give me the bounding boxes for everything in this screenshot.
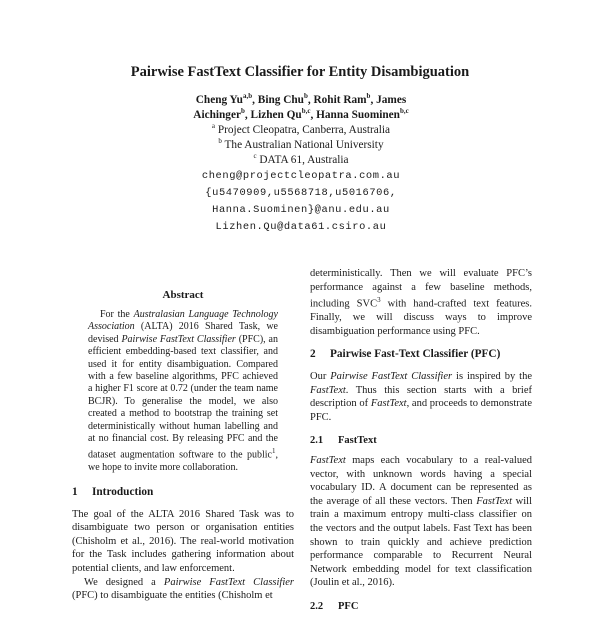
affiliation: $^a$ Project Cleopatra, Canberra, Australia <box>211 122 391 136</box>
author-sup: b <box>240 107 245 116</box>
author-name: Lizhen Qu <box>250 109 302 121</box>
author-name: Aichinger <box>193 109 241 121</box>
author-name: Cheng Yu <box>195 94 243 106</box>
author-sup: b <box>366 92 371 101</box>
author-name: Rohit Ram <box>313 94 367 106</box>
paragraph: Our Pairwise FastText Classifier is inspired by the FastText. Thus this section starts with a brief description of FastText, and proceeds to demonstrate PFC. <box>310 371 532 423</box>
author-name: Hanna Suominen <box>316 109 400 121</box>
paper-title: Pairwise FastText Classifier for Entity Disambiguation <box>130 64 470 80</box>
footnote-mark[interactable]: 3 <box>377 296 381 305</box>
subsection-heading: 2.2 PFC <box>310 600 359 612</box>
section-heading: 2 Pairwise Fast-Text Classifier (PFC) <box>310 348 501 361</box>
left-column <box>72 486 294 603</box>
author-line-1: Cheng Yu$^{a,b}$, Bing Chu$^b$, Rohit Ram$^b$, James <box>195 92 407 106</box>
section-heading: 1 Introduction <box>72 486 154 498</box>
author-sup: b,c <box>399 107 409 116</box>
author-sup: a,b <box>242 92 253 101</box>
author-line-2: Aichinger$^b$, Lizhen Qu$^{b,c}$, Hanna Suominen$^{b,c}$ <box>193 107 409 121</box>
paragraph: deterministically. Then we will evaluate PFC’s performance against a few baseline methods, including SVC$^3$ with hand-crafted text features. Finally, we will discuss ways to improve disambiguation performance using PFC. <box>310 268 532 337</box>
author-block <box>170 93 432 236</box>
author-name: James <box>376 94 407 106</box>
author-sup: b,c <box>301 107 311 116</box>
abstract-heading: Abstract <box>162 289 204 301</box>
email[interactable]: {u5470909,u5568718,u5016706, <box>205 187 397 199</box>
author-name: Bing Chu <box>257 94 304 106</box>
paragraph: The goal of the ALTA 2016 Shared Task was to disambiguate two person or organisation entities (Chisholm et al., 2016). The real-world motivation for the Task includes gathering information about potential clients, and law enforcement. <box>72 508 294 574</box>
paragraph: FastText maps each vocabulary to a real-valued vector, with unknown words having a special vocabulary ID. A document can be represented as the average of all these vectors. Then FastText will train a maximum entropy multi-class classifier on the vectors and the output labels. Fast Text has been shown to train quickly and achieve prediction performance comparable to Recurrent Neural Network embedding model for text classification (Joulin et al., 2016). <box>310 455 532 589</box>
footnote-mark[interactable]: 1 <box>272 447 276 456</box>
author-sup: b <box>303 92 308 101</box>
email[interactable]: Hanna.Suominen}@anu.edu.au <box>212 204 390 216</box>
paragraph: We designed a Pairwise FastText Classifier (PFC) to disambiguate the entities (Chisholm et <box>72 576 294 602</box>
email[interactable]: cheng@projectcleopatra.com.au <box>201 170 401 182</box>
abstract-body: For the Australasian Language Technology Association (ALTA) 2016 Shared Task, we devised Pairwise FastText Classifier (PFC), an efficient embedding-based text classifier, and used it for entity disambiguation. Compared with a few baseline algorithms, PFC achieved a higher F1 score at 0.72 (under the team name BCJR). To generalise the model, we also created a method to bootstrap the training set deterministically without human labelling and at no financial cost. By releasing PFC and the dataset augmentation software to the public$^1$, we hope to invite more collaboration. <box>88 309 278 474</box>
affiliation: $^c$ DATA 61, Australia <box>253 152 349 166</box>
email[interactable]: Lizhen.Qu@data61.csiro.au <box>215 221 387 233</box>
subsection-heading: 2.1 FastText <box>310 435 377 447</box>
affiliation: $^b$ The Australian National University <box>218 137 384 151</box>
right-column <box>310 267 532 620</box>
